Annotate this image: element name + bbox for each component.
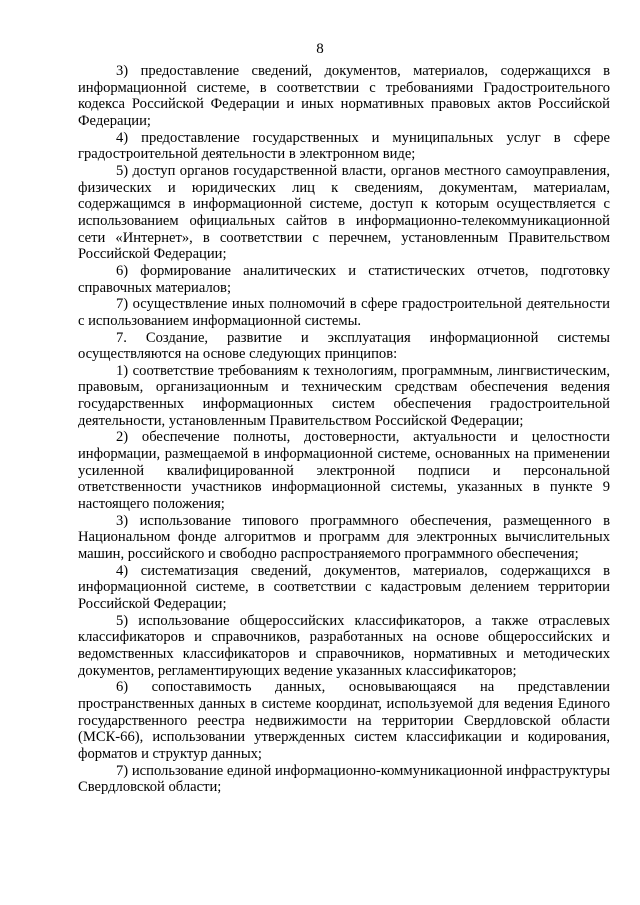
paragraph-principle-2: 2) обеспечение полноты, достоверности, актуальности и целостности информации, размещаемой в информационной системе, основанных на применении усиленной квалифицированной электронной подписи и персональной ответственности участников информационной системы, указанных в пункте 9 настоящего положения; (78, 429, 610, 513)
page-number: 8 (316, 41, 324, 57)
paragraph-item-7-other-powers: 7) осуществление иных полномочий в сфере градостроительной деятельности с использованием информационной системы. (78, 296, 610, 329)
paragraph-clause-7-principles: 7. Создание, развитие и эксплуатация информационной системы осуществляются на основе следующих принципов: (78, 329, 610, 363)
paragraph-principle-4: 4) систематизация сведений, документов, материалов, содержащихся в информационной системе, в соответствии с кадастровым делением территории Российской Федерации; (78, 562, 610, 612)
paragraph-principle-1: 1) соответствие требованиям к технологиям, программным, лингвистическим, правовым, организационным и техническим средствам обеспечения ведения государственных информационных систем обеспечения градостроительной деятельности, установленным Правительством Российской Федерации; (78, 362, 610, 429)
paragraph-item-6-reports: 6) формирование аналитических и статистических отчетов, подготовку справочных материалов; (78, 262, 610, 296)
paragraph-principle-3: 3) использование типового программного обеспечения, размещенного в Национальном фонде алгоритмов и программ для электронных вычислительных машин, российского и свободно распространяемого программного обеспечения; (78, 512, 610, 563)
paragraph-principle-7: 7) использование единой информационно-коммуникационной инфраструктуры Свердловской области; (78, 762, 610, 796)
paragraph-principle-5: 5) использование общероссийских классификаторов, а также отраслевых классификаторов и справочников, разработанных на основе общероссийских и ведомственных классификаторов и справочников, нормативных и методических документов, регламентирующих ведение указанных классификаторов; (78, 612, 610, 679)
paragraph-principle-6: 6) сопоставимость данных, основывающаяся на представлении пространственных данных в системе координат, используемой для ведения Единого государственного реестра недвижимости на территории Свердловской области (МСК-66), использовании утвержденных систем классификации и кодирования, форматов и структур данных; (78, 679, 610, 762)
paragraph-item-5-access: 5) доступ органов государственной власти, органов местного самоуправления, физических и юридических лиц к сведениям, документам, материалам, содержащимся в информационной системе, доступ к которым осуществляется с использованием официальных сайтов в информационно-телекоммуникационной сети «Интернет», в соответствии с перечнем, установленным Правительством Российской Федерации; (78, 162, 610, 263)
document-body (78, 63, 610, 796)
paragraph-item-4-electronic-services: 4) предоставление государственных и муниципальных услуг в сфере градостроительной деятельности в электронном виде; (78, 129, 610, 163)
paragraph-item-3-information-provision: 3) предоставление сведений, документов, материалов, содержащихся в информационной системе, в соответствии с требованиями Градостроительного кодекса Российской Федерации и иных нормативных правовых актов Российской Федерации; (78, 63, 610, 129)
